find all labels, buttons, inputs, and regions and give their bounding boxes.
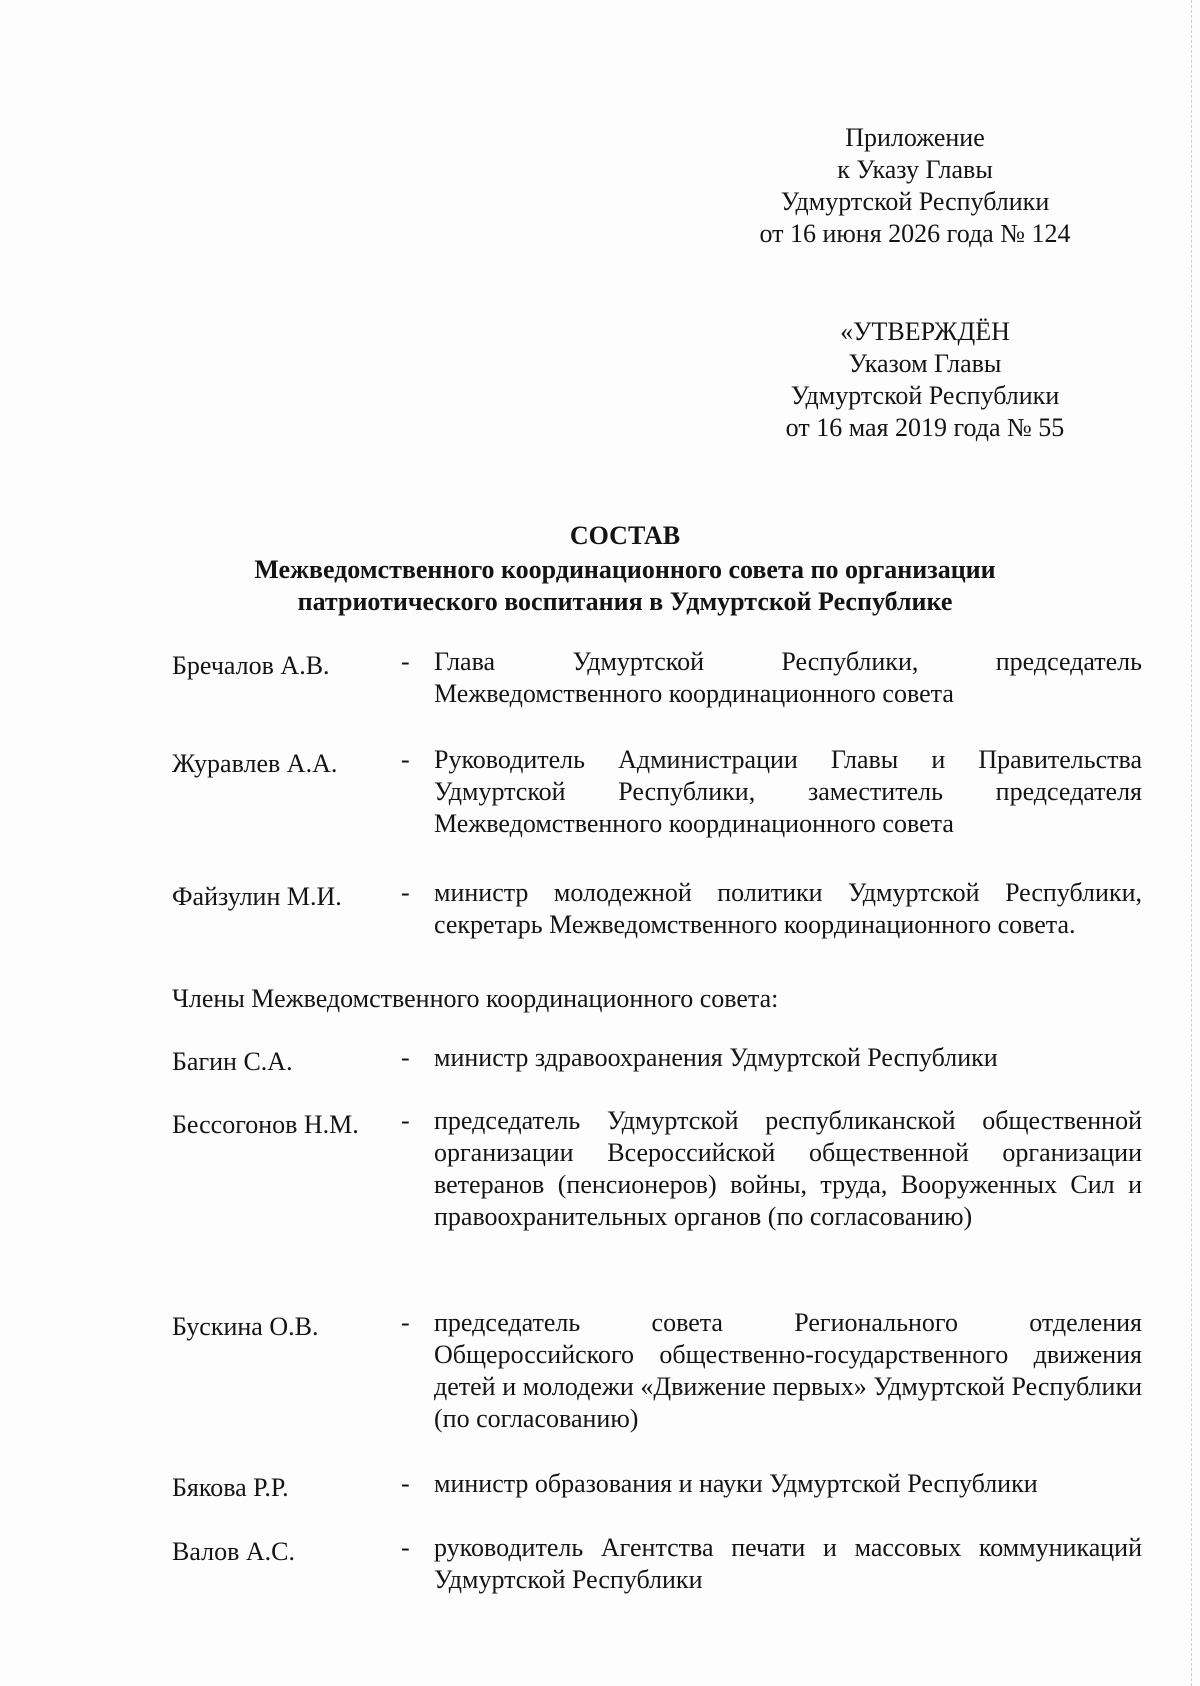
member-name: Бречалов А.В.: [172, 651, 330, 680]
dash-separator: -: [401, 1043, 410, 1072]
appendix-line: Удмуртской Республики: [780, 187, 1050, 216]
member-name: Бускина О.В.: [172, 1312, 319, 1341]
dash-separator: -: [401, 1308, 410, 1337]
member-role: руководитель Агентства печати и массовых коммуникаций Удмуртской Республики: [434, 1533, 1142, 1594]
member-name: Бессогонов Н.М.: [172, 1110, 359, 1139]
member-name: Журавлев А.А.: [172, 749, 338, 778]
document-title: СОСТАВ: [569, 521, 681, 550]
member-role: председатель совета Регионального отделения Общероссийского общественно-государственного движения детей и молодежи «Движение первых» Удмуртской Республики (по согласованию): [434, 1308, 1142, 1433]
approved-line: Указом Главы: [848, 349, 1002, 378]
members-heading: Члены Межведомственного координационного совета:: [172, 984, 779, 1013]
dash-separator: -: [401, 1533, 410, 1562]
appendix-line: от 16 июня 2026 года № 124: [759, 219, 1071, 248]
approved-block: [745, 316, 1105, 444]
member-name: Файзулин М.И.: [172, 882, 342, 911]
subtitle-line: патриотического воспитания в Удмуртской Республике: [297, 587, 953, 616]
dash-separator: -: [401, 878, 410, 907]
member-name: Багин С.А.: [172, 1047, 293, 1076]
member-role: министр здравоохранения Удмуртской Республики: [434, 1043, 998, 1072]
approved-line: Удмуртской Республики: [790, 381, 1060, 410]
dash-separator: -: [401, 647, 410, 676]
member-role: председатель Удмуртской республиканской общественной организации Всероссийской общественной организации ветеранов (пенсионеров) войны, труда, Вооруженных Сил и правоохранительных органов (по согласованию): [434, 1106, 1142, 1231]
member-role: Руководитель Администрации Главы и Правительства Удмуртской Республики, заместитель председателя Межведомственного координационного совета: [434, 745, 1142, 838]
dash-separator: -: [401, 745, 410, 774]
appendix-block: [735, 122, 1095, 250]
dash-separator: -: [401, 1106, 410, 1135]
member-role: министр молодежной политики Удмуртской Республики, секретарь Межведомственного координационного совета.: [434, 878, 1142, 939]
member-name: Бякова Р.Р.: [172, 1473, 289, 1502]
document-subtitle: [160, 554, 1090, 618]
approved-line: «УТВЕРЖДЁН: [840, 317, 1010, 346]
member-role: Глава Удмуртской Республики, председатель Межведомственного координационного совета: [434, 647, 1142, 708]
member-name: Валов А.С.: [172, 1537, 295, 1566]
approved-line: от 16 мая 2019 года № 55: [785, 413, 1065, 442]
member-role: министр образования и науки Удмуртской Республики: [434, 1469, 1038, 1498]
scan-edge-line: [1190, 0, 1192, 1686]
subtitle-line: Межведомственного координационного совета по организации: [254, 555, 996, 584]
appendix-line: Приложение: [845, 123, 985, 152]
appendix-line: к Указу Главы: [837, 155, 993, 184]
dash-separator: -: [401, 1469, 410, 1498]
